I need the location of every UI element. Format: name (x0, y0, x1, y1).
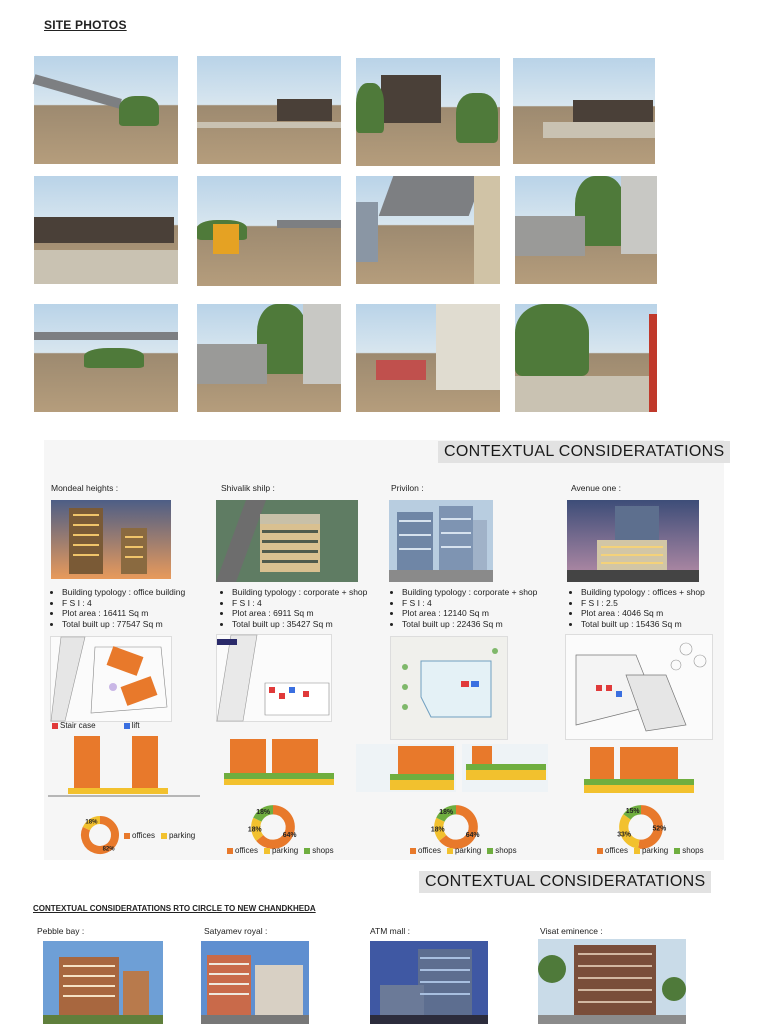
site-photo (34, 176, 178, 284)
project-name: Mondeal heights : (51, 483, 119, 493)
donut-label-parking: 18% (85, 819, 98, 826)
usage-donut (430, 804, 480, 850)
usage-legend (597, 846, 704, 855)
stat-item: • Plot area : 16411 Sq m (62, 608, 185, 619)
donut-label-offices: 64% (282, 832, 297, 840)
usage-donut (247, 804, 297, 850)
stat-item: • Total built up : 77547 Sq m (62, 619, 185, 630)
legend-offices: offices (227, 846, 258, 855)
project-name: Shivalik shilp : (221, 483, 275, 493)
legend-staircase: Stair case (52, 721, 96, 730)
project-name: Avenue one : (571, 483, 621, 493)
project-name: Pebble bay : (37, 926, 85, 936)
legend-shops: shops (674, 846, 703, 855)
section-banner: CONTEXTUAL CONSIDERATATIONS (438, 441, 730, 463)
project-name: ATM mall : (370, 926, 410, 936)
project-render (567, 500, 699, 582)
stat-item: • Plot area : 4046 Sq m (581, 608, 705, 619)
stat-item: • F S I : 4 (232, 598, 367, 609)
usage-legend (124, 831, 195, 840)
site-photo (356, 304, 500, 412)
stat-item: • F S I : 4 (402, 598, 537, 609)
project-stats (50, 587, 185, 629)
usage-donut (80, 815, 120, 855)
legend-offices: offices (597, 846, 628, 855)
project-render (201, 941, 309, 1024)
site-photo (197, 56, 341, 164)
legend-parking: parking (447, 846, 481, 855)
stat-item: • Building typology : corporate + shop (402, 587, 537, 598)
stat-item: • Plot area : 12140 Sq m (402, 608, 537, 619)
stat-item: • Total built up : 15436 Sq m (581, 619, 705, 630)
donut-slice-parking (624, 817, 639, 844)
legend-shops: shops (487, 846, 516, 855)
project-render (51, 500, 171, 579)
donut-label-shops: 18% (439, 808, 454, 816)
project-name: Visat eminence : (540, 926, 603, 936)
building-section (356, 744, 548, 794)
site-plan (565, 634, 713, 740)
donut-label-parking: 18% (247, 826, 262, 834)
stat-item: • F S I : 2.5 (581, 598, 705, 609)
donut-label-parking: 33% (617, 831, 631, 839)
project-name: Satyamev royal : (204, 926, 268, 936)
building-section (214, 737, 344, 789)
stat-item: • F S I : 4 (62, 598, 185, 609)
stat-item: • Building typology : offices + shop (581, 587, 705, 598)
donut-label-shops: 15% (625, 807, 640, 815)
donut-label-offices: 52% (652, 825, 667, 833)
stat-item: • Plot area : 6911 Sq m (232, 608, 367, 619)
usage-legend (227, 846, 334, 855)
project-stats (220, 587, 367, 629)
usage-legend (410, 846, 517, 855)
plan-legend (52, 721, 140, 730)
project-stats (569, 587, 705, 629)
site-photo (34, 304, 178, 412)
project-render (216, 500, 358, 582)
project-name: Privilon : (391, 483, 424, 493)
project-render (43, 941, 163, 1024)
legend-offices: offices (410, 846, 441, 855)
project-render (389, 500, 493, 582)
site-plan (50, 636, 172, 722)
stat-item: • Building typology : office building (62, 587, 185, 598)
site-photo (197, 304, 341, 412)
legend-offices: offices (124, 831, 155, 840)
legend-lift: lift (124, 721, 140, 730)
site-plan (216, 634, 332, 722)
stat-item: • Total built up : 22436 Sq m (402, 619, 537, 630)
legend-parking: parking (264, 846, 298, 855)
legend-parking: parking (634, 846, 668, 855)
project-stats (390, 587, 537, 629)
building-section (578, 745, 700, 801)
site-photo (356, 58, 500, 166)
section-banner: CONTEXTUAL CONSIDERATATIONS (419, 871, 711, 893)
legend-shops: shops (304, 846, 333, 855)
donut-label-offices: 64% (465, 832, 480, 840)
site-plan (390, 636, 508, 740)
donut-label-offices: 82% (102, 846, 115, 853)
section-subtitle: CONTEXTUAL CONSIDERATATIONS RTO CIRCLE TO NEW CHANDKHEDA (33, 904, 316, 913)
site-photo (513, 58, 655, 164)
project-render (538, 939, 686, 1024)
site-photo (197, 176, 341, 286)
site-photos-title: SITE PHOTOS (44, 18, 127, 32)
stat-item: • Total built up : 35427 Sq m (232, 619, 367, 630)
site-photo (34, 56, 178, 164)
site-photo (515, 176, 657, 284)
donut-label-shops: 18% (256, 808, 271, 816)
legend-parking: parking (161, 831, 195, 840)
site-photo (515, 304, 657, 412)
stat-item: • Building typology : corporate + shop (232, 587, 367, 598)
site-photo (356, 176, 500, 284)
usage-donut (617, 804, 667, 850)
donut-label-parking: 18% (430, 826, 445, 834)
project-render (370, 941, 488, 1024)
building-section (48, 734, 200, 800)
